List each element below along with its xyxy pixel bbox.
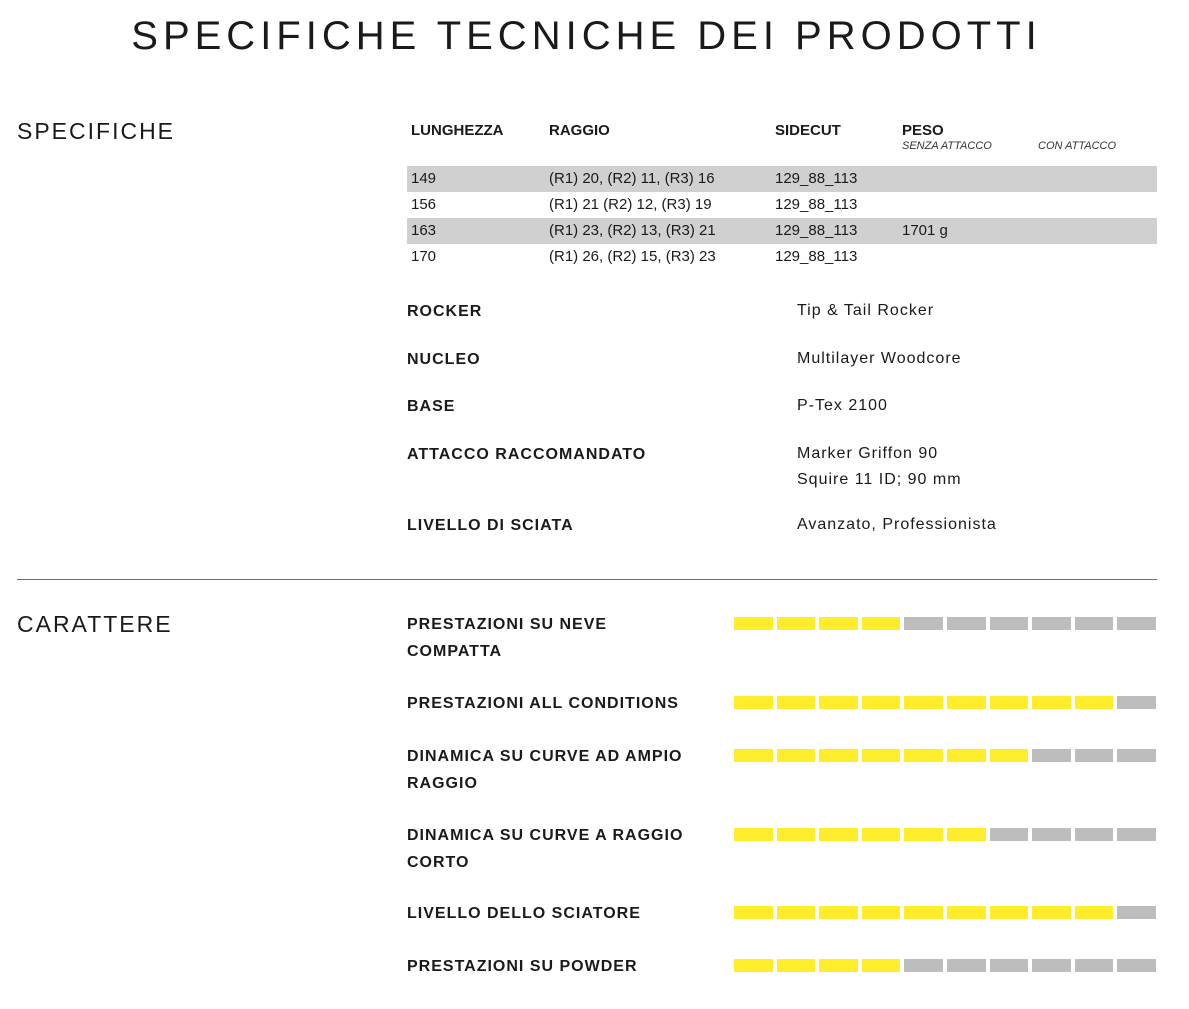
rating-segment-empty (1075, 617, 1114, 630)
spec-table (407, 120, 1157, 270)
rating-segment-filled (819, 828, 858, 841)
rating-segment-empty (1117, 696, 1156, 709)
rating-segment-filled (777, 617, 816, 630)
rating-segment-filled (734, 749, 773, 762)
section-divider (17, 579, 1157, 580)
rating-segment-filled (1075, 906, 1114, 919)
rating-segment-empty (990, 617, 1029, 630)
table-header-row (407, 120, 1157, 166)
rating-segment-filled (819, 906, 858, 919)
rating-segment-filled (1075, 696, 1114, 709)
property-label: BASE (407, 398, 456, 415)
rating-segment-filled (947, 828, 986, 841)
rating-segment-empty (947, 959, 986, 972)
rating-segment-filled (1032, 696, 1071, 709)
header-lunghezza: LUNGHEZZA (411, 122, 504, 139)
rating-segment-filled (1032, 906, 1071, 919)
rating-bar (734, 828, 1156, 841)
cell-lunghezza: 170 (411, 248, 437, 265)
subheader-con-attacco: CON ATTACCO (1038, 140, 1117, 152)
rating-segment-filled (947, 749, 986, 762)
rating-segment-filled (947, 696, 986, 709)
property-label: LIVELLO DI SCIATA (407, 517, 574, 534)
rating-segment-empty (904, 617, 943, 630)
property-label: ATTACCO RACCOMANDATO (407, 446, 647, 463)
cell-sidecut: 129_88_113 (775, 170, 858, 187)
rating-segment-filled (777, 828, 816, 841)
rating-segment-filled (734, 828, 773, 841)
rating-segment-empty (1032, 959, 1071, 972)
subheader-senza-attacco: SENZA ATTACCO (902, 140, 992, 152)
rating-segment-filled (862, 959, 901, 972)
cell-lunghezza: 156 (411, 196, 437, 213)
rating-segment-empty (1032, 828, 1071, 841)
rating-segment-filled (777, 959, 816, 972)
rating-segment-filled (777, 906, 816, 919)
rating-segment-filled (862, 617, 901, 630)
section-heading-carattere: CARATTERE (17, 611, 173, 637)
rating-segment-empty (1075, 749, 1114, 762)
rating-segment-empty (1117, 906, 1156, 919)
rating-segment-filled (947, 906, 986, 919)
rating-segment-filled (862, 828, 901, 841)
rating-segment-empty (1117, 617, 1156, 630)
cell-sidecut: 129_88_113 (775, 196, 858, 213)
cell-lunghezza: 149 (411, 170, 437, 187)
cell-sidecut: 129_88_113 (775, 248, 858, 265)
table-row (407, 218, 1157, 244)
rating-segment-filled (904, 906, 943, 919)
rating-segment-empty (904, 959, 943, 972)
rating-segment-filled (904, 749, 943, 762)
rating-segment-filled (819, 617, 858, 630)
rating-label: PRESTAZIONI SU POWDER (407, 958, 638, 975)
rating-segment-filled (904, 828, 943, 841)
property-label: NUCLEO (407, 351, 481, 368)
rating-segment-filled (777, 749, 816, 762)
table-row (407, 244, 1157, 270)
rating-segment-filled (819, 959, 858, 972)
rating-segment-filled (819, 749, 858, 762)
rating-segment-empty (1032, 749, 1071, 762)
cell-raggio: (R1) 26, (R2) 15, (R3) 23 (549, 248, 716, 265)
rating-segment-empty (1117, 828, 1156, 841)
cell-lunghezza: 163 (411, 222, 437, 239)
rating-bar (734, 959, 1156, 972)
cell-raggio: (R1) 21 (R2) 12, (R3) 19 (549, 196, 712, 213)
rating-segment-filled (819, 696, 858, 709)
property-value: P-Tex 2100 (797, 397, 888, 414)
section-heading-specifiche: SPECIFICHE (17, 118, 176, 144)
rating-bar (734, 617, 1156, 630)
rating-segment-filled (862, 749, 901, 762)
rating-label: DINAMICA SU CURVE AD AMPIO RAGGIO (407, 748, 683, 792)
rating-segment-filled (904, 696, 943, 709)
rating-bar (734, 906, 1156, 919)
rating-segment-filled (734, 617, 773, 630)
rating-segment-filled (990, 696, 1029, 709)
rating-bar (734, 749, 1156, 762)
rating-segment-filled (734, 906, 773, 919)
cell-raggio: (R1) 23, (R2) 13, (R3) 21 (549, 222, 716, 239)
property-label: ROCKER (407, 303, 483, 320)
rating-segment-filled (777, 696, 816, 709)
header-raggio: RAGGIO (549, 122, 610, 139)
cell-raggio: (R1) 20, (R2) 11, (R3) 16 (549, 170, 715, 187)
cell-sidecut: 129_88_113 (775, 222, 858, 239)
rating-bar (734, 696, 1156, 709)
rating-segment-filled (862, 696, 901, 709)
rating-segment-filled (734, 959, 773, 972)
rating-label: LIVELLO DELLO SCIATORE (407, 905, 641, 922)
rating-segment-empty (947, 617, 986, 630)
rating-segment-filled (734, 696, 773, 709)
rating-segment-empty (1117, 959, 1156, 972)
property-value: Multilayer Woodcore (797, 350, 962, 367)
rating-segment-empty (1117, 749, 1156, 762)
rating-segment-empty (1032, 617, 1071, 630)
property-value: Marker Griffon 90 Squire 11 ID; 90 mm (797, 445, 962, 488)
cell-peso-senza: 1701 g (902, 222, 948, 239)
rating-label: PRESTAZIONI SU NEVE COMPATTA (407, 616, 608, 660)
rating-segment-empty (990, 828, 1029, 841)
table-row (407, 166, 1157, 192)
header-sidecut: SIDECUT (775, 122, 841, 139)
rating-segment-empty (1075, 959, 1114, 972)
page-title: SPECIFICHE TECNICHE DEI PRODOTTI (131, 14, 1042, 58)
rating-segment-empty (1075, 828, 1114, 841)
property-value: Avanzato, Professionista (797, 516, 997, 533)
header-peso: PESO (902, 122, 944, 139)
rating-segment-filled (862, 906, 901, 919)
rating-segment-filled (990, 749, 1029, 762)
rating-label: DINAMICA SU CURVE A RAGGIO CORTO (407, 827, 684, 871)
rating-label: PRESTAZIONI ALL CONDITIONS (407, 695, 679, 712)
property-value: Tip & Tail Rocker (797, 302, 935, 319)
rating-segment-empty (990, 959, 1029, 972)
rating-segment-filled (990, 906, 1029, 919)
table-row (407, 192, 1157, 218)
